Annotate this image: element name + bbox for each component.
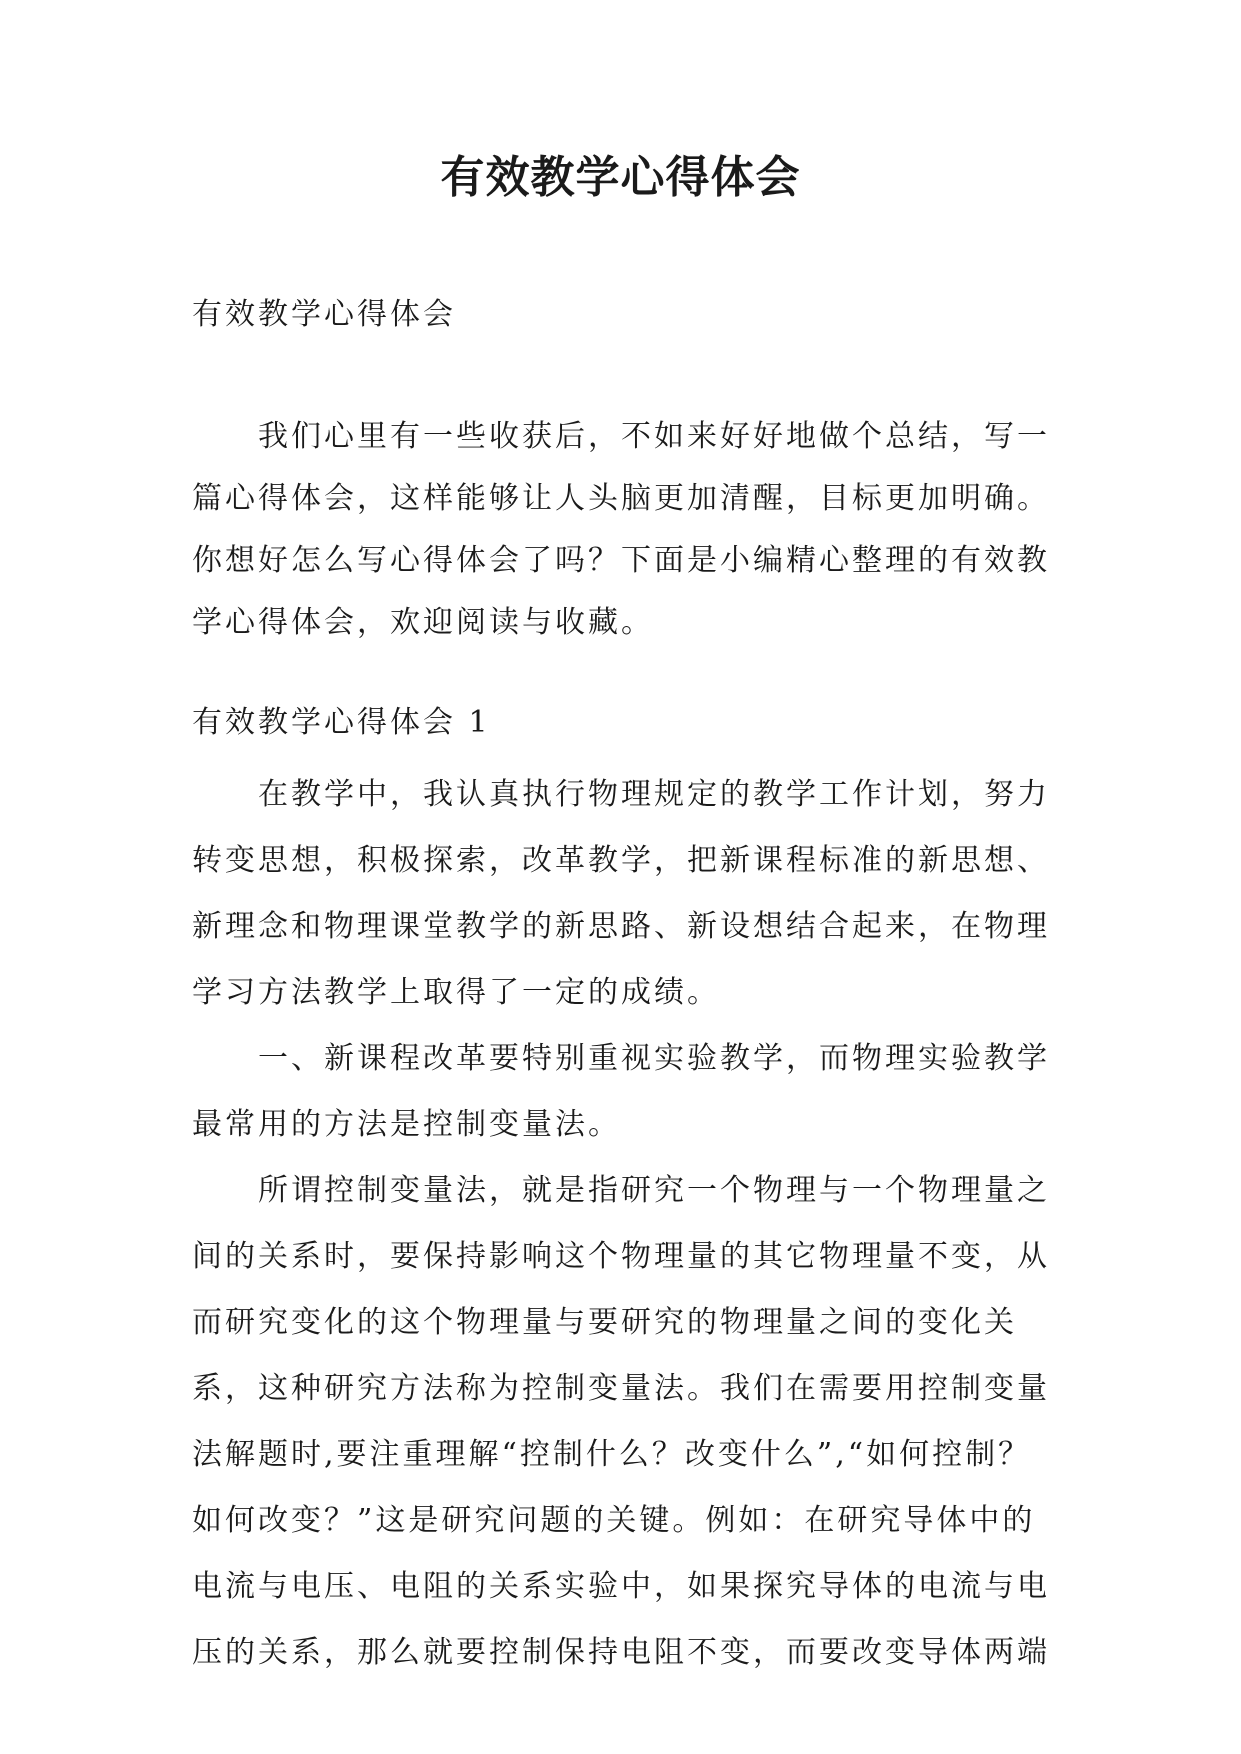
paragraph: 一、新课程改革要特别重视实验教学，而物理实验教学最常用的方法是控制变量法。 [192, 1041, 1050, 1142]
paragraph: 所谓控制变量法，就是指研究一个物理与一个物理量之间的关系时，要保持影响这个物理量的其它物理量不变，从而研究变化的这个物理量与要研究的物理量之间的变化关系，这种研究方法称为控制变量法。我们在需要用控制变量法解题时,要注重理解“控制什么？改变什么”,“如何控制？如何改变？”这是研究问题的关键。例如：在研究导体中的电流与电压、电阻的关系实验中，如果探究导体的电流与电压的关系，那么就要控制保持电阻不变，而要改变导体两端 [192, 1173, 1050, 1670]
paragraph: 在教学中，我认真执行物理规定的教学工作计划，努力转变思想，积极探索，改革教学，把新课程标准的新思想、新理念和物理课堂教学的新思路、新设想结合起来，在物理学习方法教学上取得了一定的成绩。 [192, 777, 1050, 1010]
section-heading: 有效教学心得体会 1 [192, 705, 491, 740]
document-title: 有效教学心得体会 [440, 152, 801, 203]
intro-paragraph: 我们心里有一些收获后，不如来好好地做个总结，写一篇心得体会，这样能够让人头脑更加清醒，目标更加明确。你想好怎么写心得体会了吗？下面是小编精心整理的有效教学心得体会，欢迎阅读与收藏。 [192, 419, 1050, 640]
document-subtitle: 有效教学心得体会 [192, 297, 456, 332]
section-body [192, 762, 1052, 1686]
